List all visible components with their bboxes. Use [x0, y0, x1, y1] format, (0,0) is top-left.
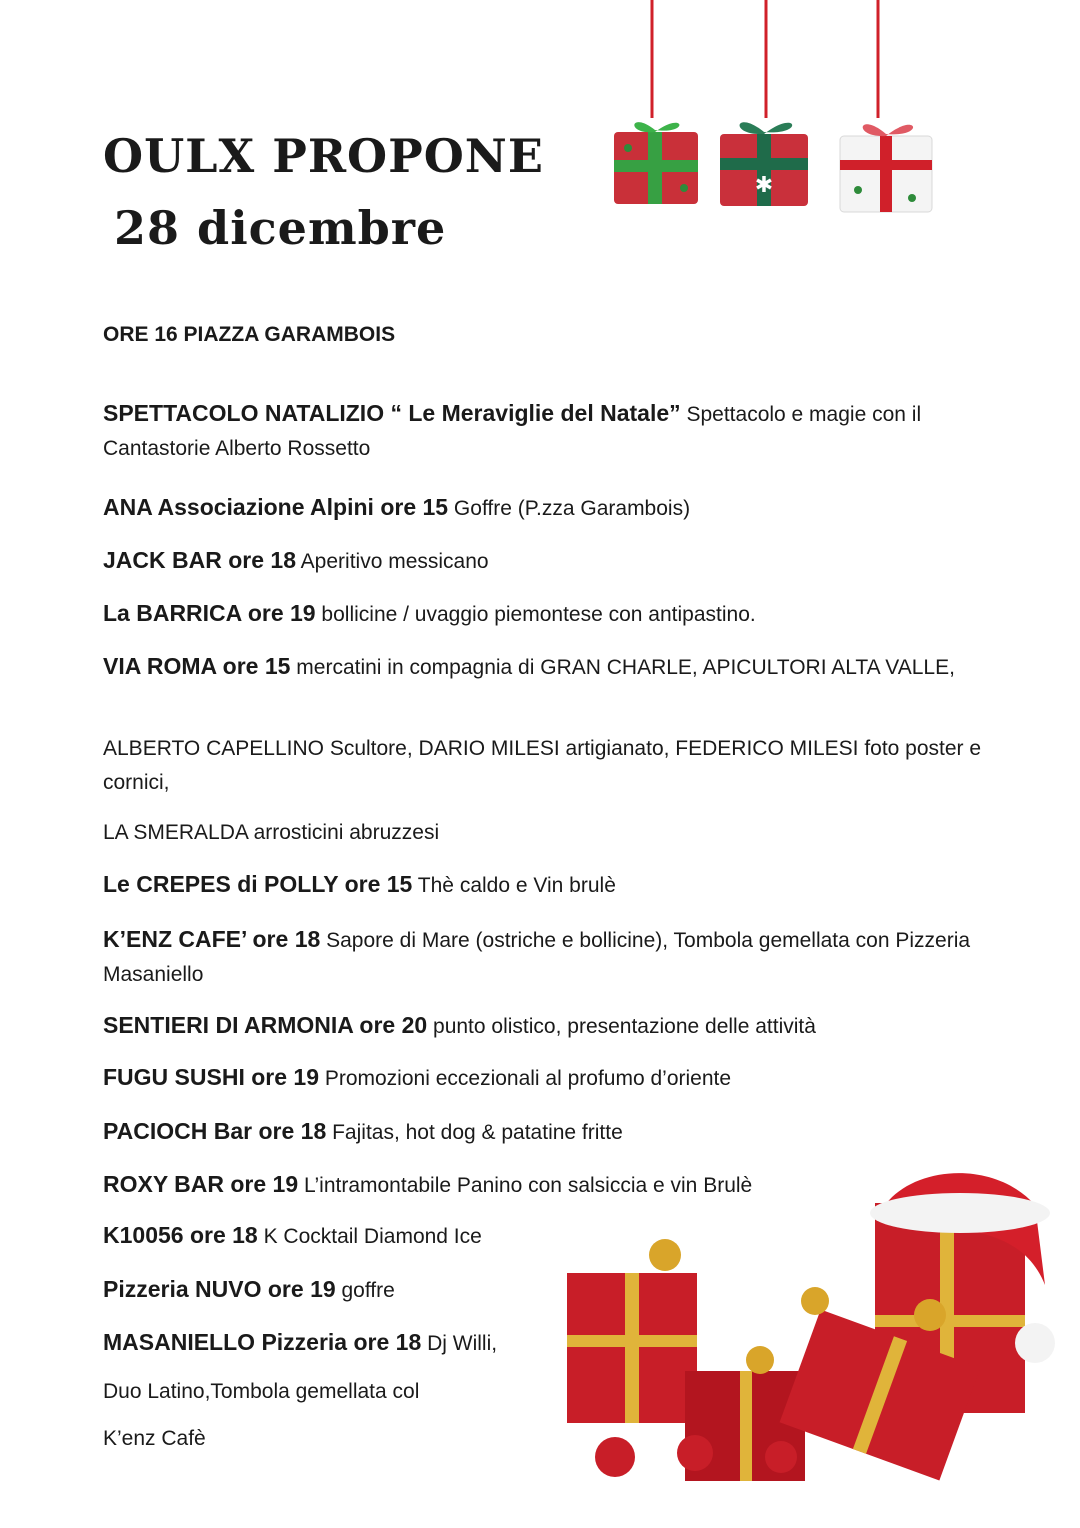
program-entry	[103, 1008, 983, 1044]
gift-boxes-image	[555, 1165, 1060, 1495]
entry-text: mercatini in compagnia di GRAN CHARLE, APICULTORI ALTA VALLE,	[290, 656, 955, 679]
entry-title: VIA ROMA ore 15	[103, 653, 291, 679]
program-intro: ORE 16 PIAZZA GARAMBOIS	[103, 323, 396, 346]
entry-text: K Cocktail Diamond Ice	[257, 1225, 482, 1248]
ornament-gift-1	[614, 122, 698, 204]
entry-text: K’enz Cafè	[103, 1427, 206, 1450]
entry-title: SENTIERI DI ARMONIA ore 20	[103, 1012, 428, 1038]
entry-text: Dj Willi,	[421, 1332, 498, 1355]
program-entry	[103, 649, 983, 685]
entry-text: Fajitas, hot dog & patatine fritte	[326, 1121, 623, 1144]
program-content	[103, 318, 983, 1450]
program-entry	[103, 396, 983, 466]
entry-text: Promozioni eccezionali al profumo d’oriente	[319, 1067, 732, 1090]
title-line-1: OULX PROPONE	[103, 129, 544, 183]
entry-text: Thè caldo e Vin brulè	[412, 874, 616, 897]
program-entry	[103, 1060, 983, 1096]
program-entry	[103, 543, 983, 579]
program-entry	[103, 922, 983, 992]
entry-text: punto olistico, presentazione delle attività	[427, 1015, 816, 1038]
entry-title: La BARRICA ore 19	[103, 600, 316, 626]
program-entry	[103, 596, 983, 632]
entry-title: MASANIELLO Pizzeria ore 18	[103, 1329, 422, 1355]
program-entry	[103, 1375, 543, 1409]
entry-title: ANA Associazione Alpini ore 15	[103, 494, 449, 520]
gift-box-left	[567, 1273, 697, 1423]
entry-title: ROXY BAR ore 19	[103, 1171, 299, 1197]
program-entry	[103, 1114, 983, 1150]
entry-text: Sapore di Mare (ostriche e bollicine), Tombola gemellata con Pizzeria Masaniello	[103, 929, 971, 986]
program-entry	[103, 1218, 543, 1254]
entry-text: goffre	[335, 1279, 395, 1302]
entry-title: K’ENZ CAFE’ ore 18	[103, 926, 321, 952]
entry-title: Pizzeria NUVO ore 19	[103, 1276, 336, 1302]
title-line-2: 28 dicembre	[114, 201, 447, 255]
entry-title: SPETTACOLO NATALIZIO “ Le Meraviglie del Natale”	[103, 400, 681, 426]
program-entry	[103, 1272, 543, 1308]
entry-text: LA SMERALDA arrosticini abruzzesi	[103, 821, 440, 844]
entry-text: Spettacolo e magie con il Cantastorie Alberto Rossetto	[103, 403, 922, 460]
program-entry	[103, 1422, 543, 1456]
svg-text:✱: ✱	[754, 173, 774, 198]
entry-title: K10056 ore 18	[103, 1222, 258, 1248]
program-entry	[103, 1325, 543, 1361]
ornament-gift-3	[840, 124, 932, 212]
entry-text: bollicine / uvaggio piemontese con antipastino.	[315, 603, 756, 626]
entry-title: FUGU SUSHI ore 19	[103, 1064, 319, 1090]
ornament-gift-2	[720, 122, 808, 206]
entry-text: Duo Latino,Tombola gemellata col	[103, 1380, 420, 1403]
entry-title: PACIOCH Bar ore 18	[103, 1118, 327, 1144]
entry-title: JACK BAR ore 18	[103, 547, 296, 573]
entry-title: Le CREPES di POLLY ore 15	[103, 871, 413, 897]
hanging-ornaments-image	[600, 0, 960, 230]
entry-text: Goffre (P.zza Garambois)	[448, 497, 691, 520]
program-entry	[103, 732, 983, 800]
entry-text: L’intramontabile Panino con salsiccia e vin Brulè	[298, 1174, 753, 1197]
program-entry	[103, 867, 983, 903]
entry-text: Aperitivo messicano	[296, 550, 489, 573]
entry-text: ALBERTO CAPELLINO Scultore, DARIO MILESI artigianato, FEDERICO MILESI foto poster e cornici,	[103, 737, 982, 794]
program-entry	[103, 816, 983, 850]
program-entry	[103, 490, 983, 526]
